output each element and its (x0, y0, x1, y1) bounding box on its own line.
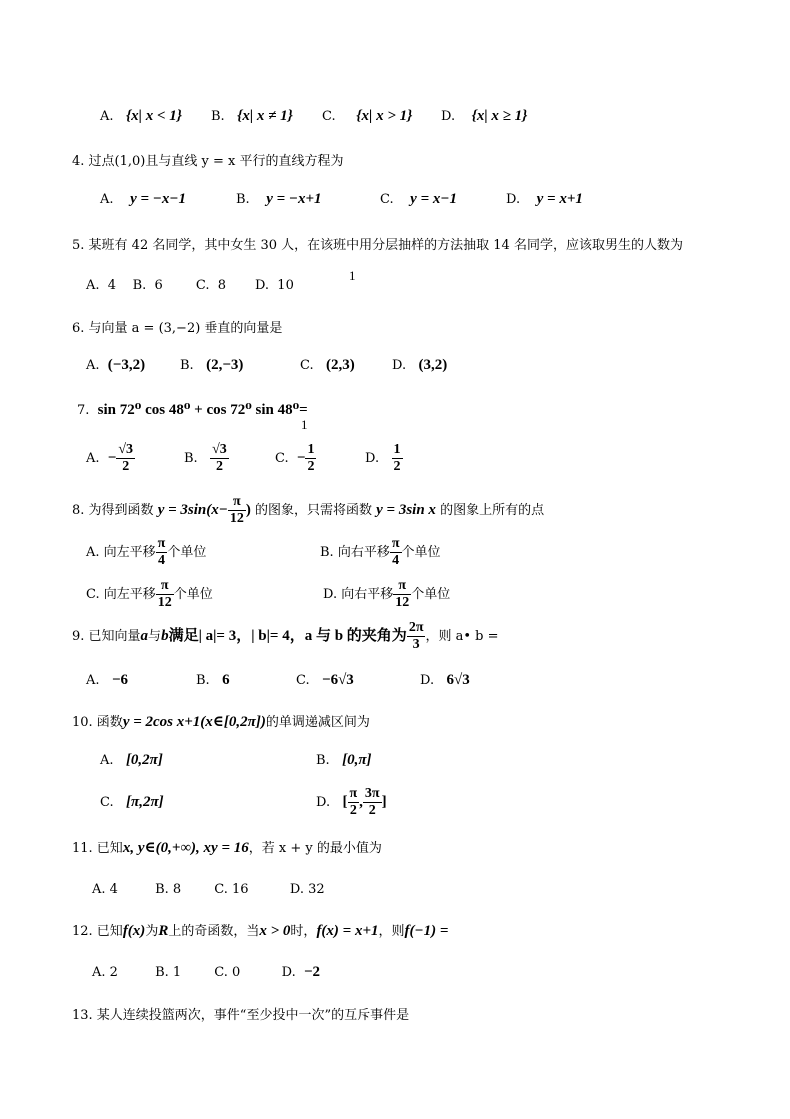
q10-option-d: D. [ $\frac{\pi}{2}$ , $\frac{3\pi}{2}$ ] (316, 786, 387, 818)
q4-option-a: A. y = −x−1 (100, 191, 186, 207)
stray-mark-2: 1 (301, 417, 308, 432)
q4-stem: 4. 过点(1,0)且与直线 y = x 平行的直线方程为 (72, 154, 344, 169)
q8-option-b: B. 向右平移 $\frac{\pi}{4}$ 个单位 (320, 536, 441, 568)
q3-option-b: B. {x| x ≠ 1} (211, 108, 293, 124)
q3-option-d: D. {x| x ≥ 1} (441, 108, 528, 124)
q7-option-c: C. − $\frac{1}{2}$ (275, 442, 315, 474)
q9-option-b: B. 6 (196, 672, 230, 688)
q5-stem: 5. 某班有 42 名同学，其中女生 30 人，在该班中用分层抽样的方法抽取 14 名同学，应该取男生的人数为 (72, 238, 683, 253)
q4-option-b: B. y = −x+1 (236, 191, 322, 207)
q5-options: A. 4 B. 6 C. 8 D. 10 (86, 278, 294, 293)
q10-option-a: A. [0,2π] (100, 752, 163, 768)
q3-option-a: A. {x| x < 1} (100, 108, 182, 124)
q13-stem: 13. 某人连续投篮两次，事件“至少投中一次”的互斥事件是 (72, 1008, 410, 1023)
q8-option-d: D. 向右平移 $\frac{\pi}{12}$ 个单位 (323, 578, 451, 610)
q9-option-c: C. −6√3 (296, 672, 354, 688)
q3-option-c: C. {x| x > 1} (322, 108, 413, 124)
q9-stem: 9. 已知向量a与b满足| a|= 3，| b|= 4，a 与 b 的夹角为 $\frac{2\pi}{3}$ ，则 a• b = (72, 620, 499, 652)
q4-option-d: D. y = x+1 (506, 191, 583, 207)
q9-option-d: D. 6√3 (420, 672, 470, 688)
q10-option-b: B. [0,π] (316, 752, 372, 768)
q9-option-a: A. −6 (86, 672, 128, 688)
q6-option-d: D. (3,2) (392, 357, 448, 373)
q6-option-a: A. (−3,2) (86, 357, 146, 373)
q6-option-b: B. (2,−3) (180, 357, 244, 373)
q7-option-d: D. $\frac{1}{2}$ (365, 442, 401, 474)
q7-stem: 7. sin 72⁰ cos 48⁰ + cos 72⁰ sin 48⁰= (77, 402, 308, 418)
q11-options: A. 4 B. 8 C. 16 D. 32 (92, 882, 325, 897)
q10-stem: 10. 函数y = 2cos x+1(x∈[0,2π])的单调递减区间为 (72, 714, 370, 730)
q7-option-a: A. − $\frac{√3}{2}$ (86, 442, 134, 474)
q7-option-b: B. $\frac{√3}{2}$ (184, 442, 227, 474)
q6-stem: 6. 与向量 a = (3,−2) 垂直的向量是 (72, 321, 283, 336)
q8-stem: 8. 为得到函数 y = 3sin(x− $\frac{\pi}{12}$ ) 的图象，只需将函数 y = 3sin x 的图象上所有的点 (72, 494, 545, 526)
stray-mark-1: 1 (349, 268, 356, 283)
q4-option-c: C. y = x−1 (380, 191, 457, 207)
q12-options: A. 2 B. 1 C. 0 D. −2 (92, 964, 321, 980)
q8-option-a: A. 向左平移 $\frac{\pi}{4}$ 个单位 (86, 536, 207, 568)
q10-option-c: C. [π,2π] (100, 794, 164, 810)
q12-stem: 12. 已知f(x)为R上的奇函数，当x > 0时，f(x) = x+1，则f(−1) = (72, 923, 449, 939)
q11-stem: 11. 已知x, y∈(0,+∞), xy = 16，若 x + y 的最小值为 (72, 840, 382, 856)
q8-option-c: C. 向左平移 $\frac{\pi}{12}$ 个单位 (86, 578, 213, 610)
q6-option-c: C. (2,3) (300, 357, 355, 373)
